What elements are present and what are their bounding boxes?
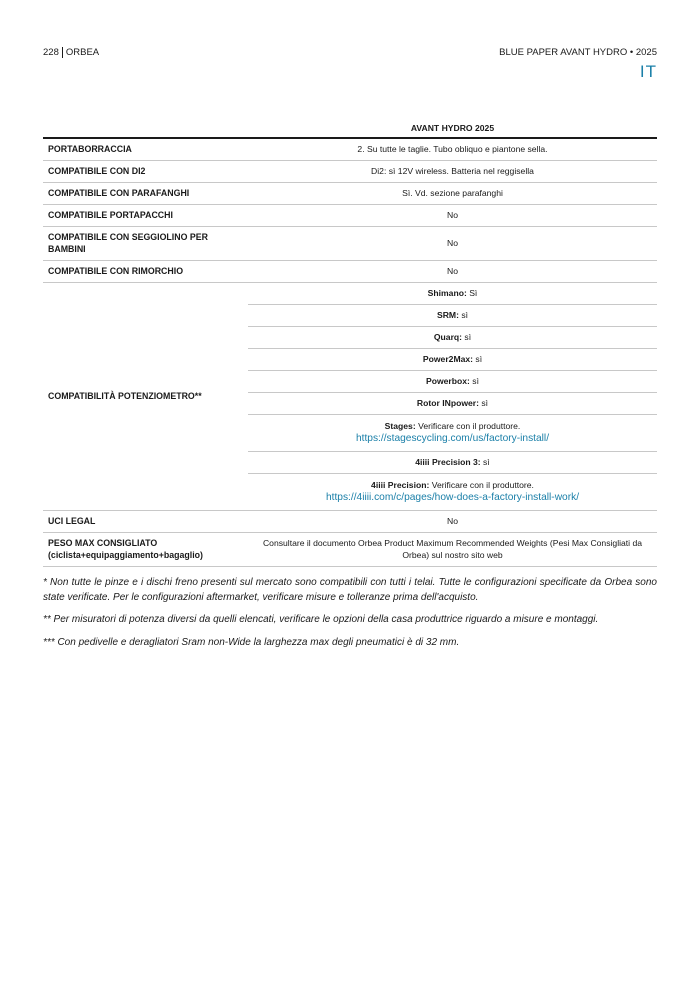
row-value: Sì. Vd. sezione parafanghi [248, 182, 657, 204]
power-meter-item [248, 414, 657, 451]
power-meter-name: Shimano: [427, 288, 467, 298]
row-label: COMPATIBILE CON RIMORCHIO [43, 260, 248, 282]
power-meter-item [248, 451, 657, 473]
row-value: Di2: sì 12V wireless. Batteria nel reggisella [248, 160, 657, 182]
table-row [43, 160, 657, 182]
power-meter-name: 4iiii Precision: [371, 480, 430, 490]
power-meter-value: sì [462, 332, 472, 342]
power-meter-value: Sì [466, 288, 478, 298]
power-meter-name: 4iiii Precision 3: [415, 457, 481, 467]
power-meter-value: Verificare con il produttore. [429, 480, 534, 490]
power-meter-name: Quarq: [433, 332, 463, 342]
page-header [43, 45, 657, 61]
table-header-row [43, 118, 657, 138]
max-weight-label [43, 532, 248, 566]
power-meter-name: Powerbox: [425, 376, 470, 386]
power-meter-value: sì [473, 354, 483, 364]
power-meter-name: Stages: [384, 421, 416, 431]
row-label: COMPATIBILE PORTAPACCHI [43, 204, 248, 226]
power-meter-item [248, 282, 657, 304]
footnotes [43, 576, 657, 658]
table-row [43, 182, 657, 204]
table-row [43, 226, 657, 260]
document-title: BLUE PAPER AVANT HYDRO • 2025 [499, 47, 657, 58]
row-value: No [248, 204, 657, 226]
stages-link[interactable]: https://stagescycling.com/us/factory-install/ [355, 433, 550, 444]
brand-name: ORBEA [65, 47, 100, 58]
max-weight-label-line2: (ciclista+equipaggiamento+bagaglio) [48, 550, 203, 560]
power-meter-label: COMPATIBILITÀ POTENZIOMETRO** [43, 282, 248, 510]
uci-label: UCI LEGAL [43, 510, 248, 532]
power-meter-item [248, 370, 657, 392]
power-meter-value: sì [458, 310, 469, 320]
power-meter-item [248, 326, 657, 348]
page-number: 228 [43, 47, 63, 58]
power-meter-item [248, 304, 657, 326]
table-row [43, 532, 657, 566]
power-meter-item [248, 348, 657, 370]
footnote: *** Con pedivelle e deragliatori Sram non-Wide la larghezza max degli pneumatici è di 32 mm. [43, 636, 460, 648]
spec-table [43, 118, 657, 567]
power-meter-name: SRM: [436, 310, 459, 320]
row-label: COMPATIBILE CON SEGGIOLINO PER BAMBINI [43, 226, 248, 260]
power-meter-name: Power2Max: [422, 354, 474, 364]
4iiii-link[interactable]: https://4iiii.com/c/pages/how-does-a-factory-install-work/ [325, 492, 580, 503]
header-left [43, 47, 99, 58]
power-meter-value: sì [480, 457, 490, 467]
row-value: No [248, 260, 657, 282]
footnote: * Non tutte le pinze e i dischi freno presenti sul mercato sono compatibili con tutti i telai. Tutte le configurazioni specificate da Orbea sono state verificate. Per le configurazioni aftermarket, verificare misure e tolleranze prima dell'acquisto. [43, 577, 657, 603]
power-meter-item [248, 473, 657, 510]
power-meter-value: sì [469, 376, 479, 386]
power-meter-item [248, 392, 657, 414]
column-header: AVANT HYDRO 2025 [248, 118, 657, 138]
table-row [43, 510, 657, 532]
table-header-empty [43, 118, 248, 138]
language-code: IT [639, 62, 657, 81]
max-weight-value: Consultare il documento Orbea Product Maximum Recommended Weights (Pesi Max Consigliati da Orbea) sul nostro sito web [248, 532, 657, 566]
power-meter-name: Rotor INpower: [416, 398, 479, 408]
uci-value: No [248, 510, 657, 532]
table-row [43, 138, 657, 160]
row-label: PORTABORRACCIA [43, 138, 248, 160]
row-value: 2. Su tutte le taglie. Tubo obliquo e piantone sella. [248, 138, 657, 160]
power-meter-value: sì [478, 398, 489, 408]
table-row [43, 204, 657, 226]
row-label: COMPATIBILE CON PARAFANGHI [43, 182, 248, 204]
table-row [43, 260, 657, 282]
footnote: ** Per misuratori di potenza diversi da quelli elencati, verificare le opzioni della casa produttrice riguardo a misure e montaggi. [43, 614, 599, 625]
max-weight-label-line1: PESO MAX CONSIGLIATO [48, 538, 158, 548]
power-meter-row [43, 282, 657, 304]
row-label: COMPATIBILE CON DI2 [43, 160, 248, 182]
row-value: No [248, 226, 657, 260]
power-meter-value: Verificare con il produttore. [415, 421, 521, 431]
